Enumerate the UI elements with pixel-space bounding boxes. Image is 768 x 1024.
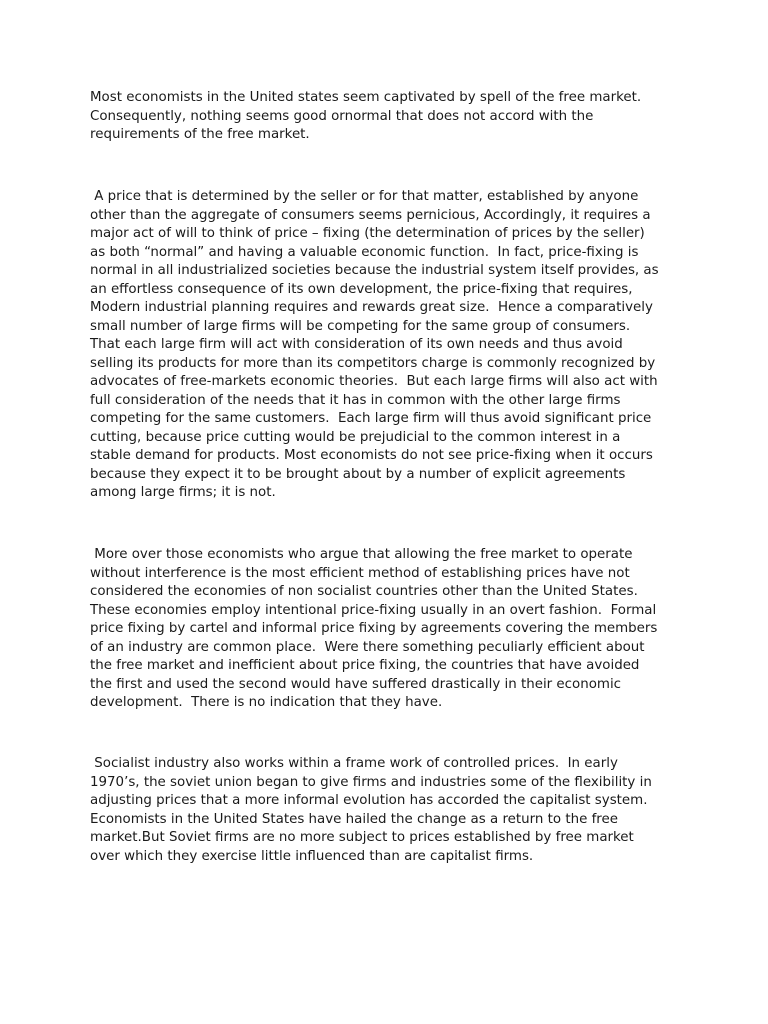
paragraph-text: Socialist industry also works within a frame work of controlled prices. In early 1970’s, the soviet union began to give firms and industries some of the flexibility in adjusting prices that a more informal evolution has accorded the capitalist system. Economists in the United States have hailed the change as a return to the free market.But Soviet firms are no more subject to prices established by free market over which they exercise little influenced than are capitalist firms. — [90, 756, 652, 864]
paragraph-text: More over those economists who argue that allowing the free market to operate without interference is the most efficient method of establishing prices have not considered the economies of non socialist countries other than the United States. These economies employ intentional price-fixing usually in an overt fashion. Formal price fixing by cartel and informal price fixing by agreements covering the members of an industry are common place. Were there something peculiarly efficient about the free market and inefficient about price fixing, the countries that have avoided the first and used the second would have suffered drastically in their economic development. There is no indication that they have. — [90, 547, 658, 710]
paragraph-1 — [90, 89, 690, 145]
paragraph-3 — [90, 546, 690, 713]
paragraph-text: A price that is determined by the seller or for that matter, established by anyone other than the aggregate of consumers seems pernicious, Accordingly, it requires a major act of will to think of price – fixing (the determination of prices by the seller) as both “normal” and having a valuable economic function. In fact, price-fixing is normal in all industrialized societies because the industrial system itself provides, as an effortless consequence of its own development, the price-fixing that requires, Modern industrial planning requires and rewards great size. Hence a comparatively small number of large firms will be competing for the same group of consumers. That each large firm will act with consideration of its own needs and thus avoid selling its products for more than its competitors charge is commonly recognized by advocates of free-markets economic theories. But each large firms will also act with full consideration of the needs that it has in common with the other large firms competing for the same customers. Each large firm will thus avoid significant price cutting, because price cutting would be prejudicial to the common interest in a stable demand for products. Most economists do not see price-fixing when it occurs because they expect it to be brought about by a number of explicit agreements among large firms; it is not. — [90, 189, 659, 500]
paragraph-4 — [90, 755, 690, 866]
paragraph-text: Most economists in the United states seem captivated by spell of the free market. Consequently, nothing seems good ornormal that does not accord with the requirements of the free market. — [90, 90, 642, 142]
paragraph-2 — [90, 188, 690, 503]
